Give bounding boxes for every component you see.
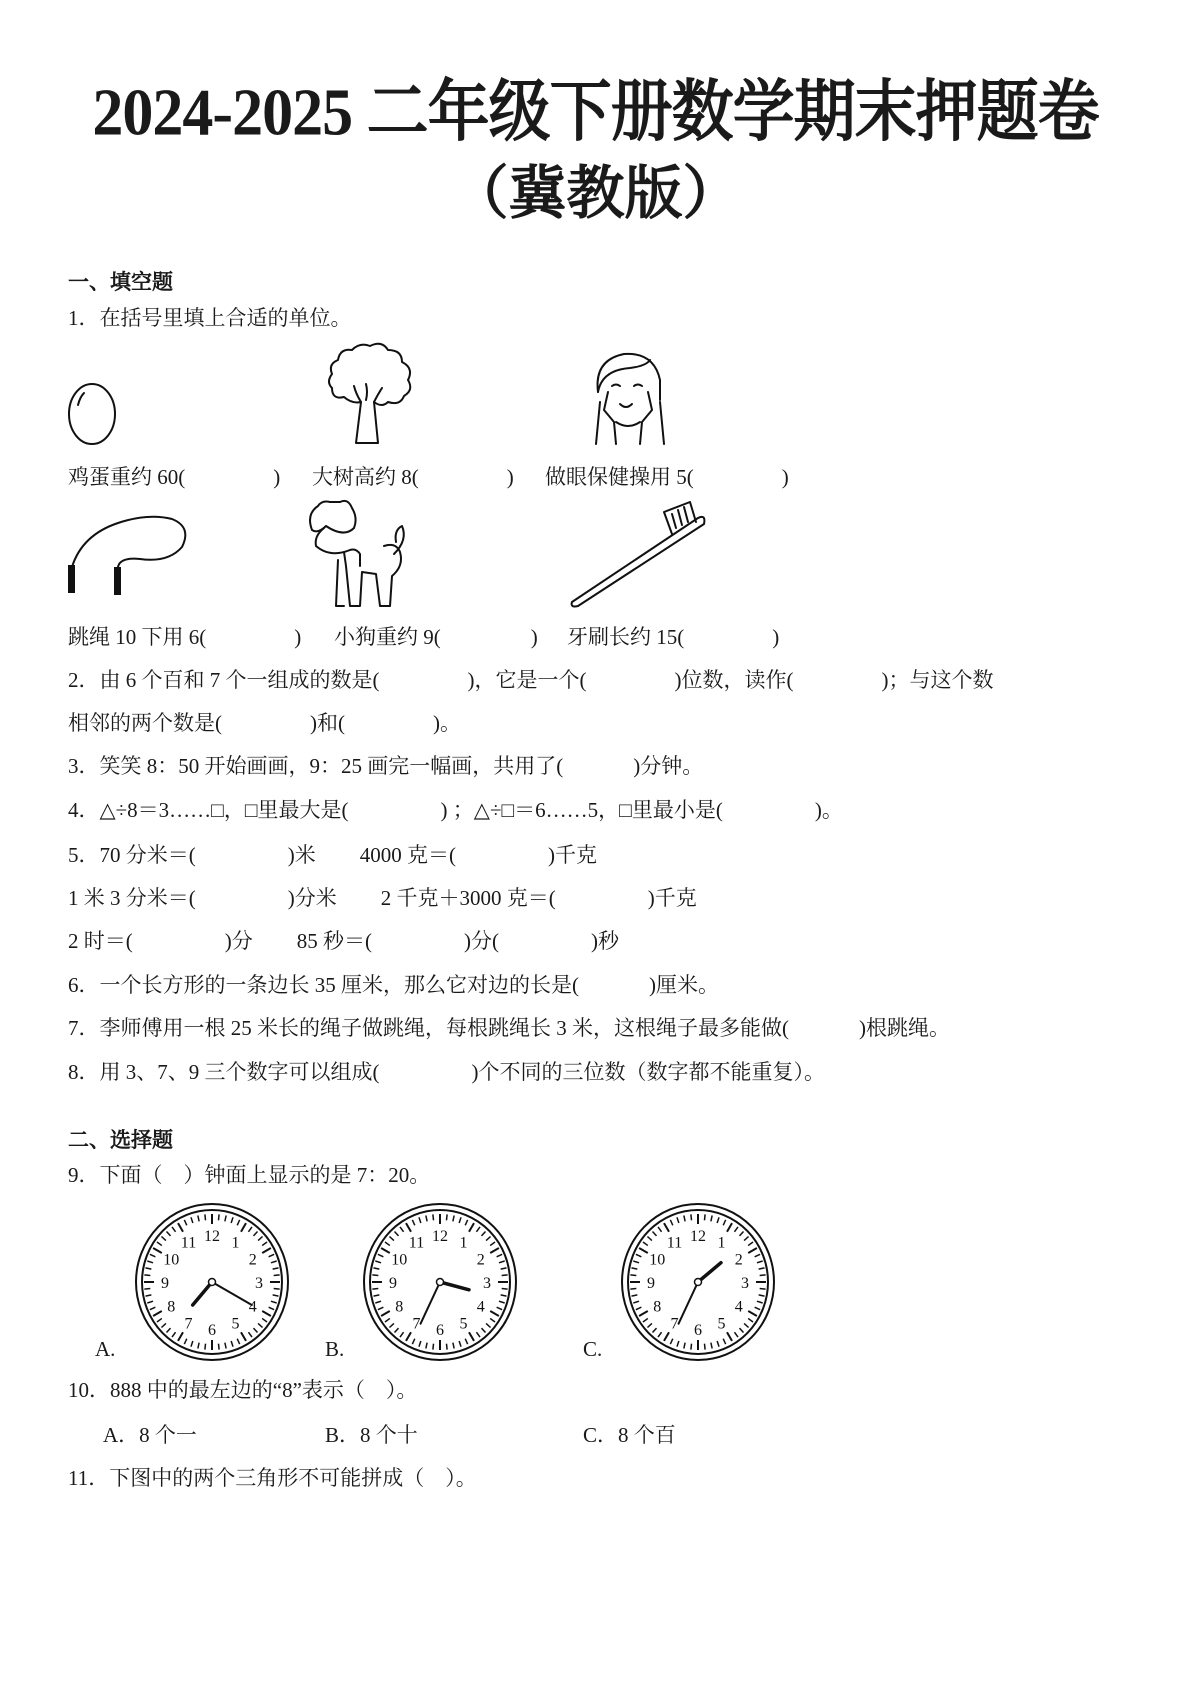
q8-text: )个不同的三位数（数字都不能重复）。 — [471, 1060, 825, 1084]
puppy-icon — [304, 496, 420, 612]
q1-toothbrush-text: 牙刷长约 15( — [567, 625, 685, 649]
clock-face-icon[interactable] — [132, 1202, 292, 1362]
q5-text: 4000 克＝( — [359, 843, 456, 867]
section-heading-fill-in: 一、填空题 — [68, 270, 173, 294]
svg-text:11: 11 — [666, 1234, 683, 1252]
svg-text:5: 5 — [717, 1315, 726, 1333]
q9-option-b-label[interactable]: B. — [325, 1337, 345, 1361]
q4-text: )。 — [814, 798, 843, 822]
q6-text: 6．一个长方形的一条边长 35 厘米，那么它对边的长是( — [68, 973, 579, 997]
q5-text: 2 千克＋3000 克＝( — [380, 886, 556, 910]
q10-option-a[interactable]: A．8 个一 — [103, 1423, 197, 1447]
svg-text:11: 11 — [180, 1234, 197, 1252]
q4-text: ) ；△÷□＝6……5，□里最小是( — [440, 798, 723, 822]
svg-text:3: 3 — [255, 1275, 263, 1292]
close-paren: ) — [530, 625, 538, 649]
svg-text:12: 12 — [204, 1228, 220, 1245]
svg-text:1: 1 — [717, 1234, 726, 1252]
page-title: 2024-2025 二年级下册数学期末押题卷 — [92, 76, 1099, 150]
minute-hand — [679, 1282, 698, 1324]
svg-text:2: 2 — [476, 1251, 485, 1269]
svg-text:3: 3 — [483, 1275, 491, 1292]
q1-item-jump-rope — [68, 623, 301, 651]
q3-text: )分钟。 — [633, 754, 704, 778]
question-8 — [68, 1058, 825, 1086]
tree-icon — [326, 342, 414, 445]
question-4 — [68, 796, 843, 824]
svg-text:2: 2 — [734, 1251, 743, 1269]
clock-face-icon[interactable] — [360, 1202, 520, 1362]
svg-text:4: 4 — [734, 1298, 743, 1316]
minute-hand — [421, 1282, 440, 1324]
svg-text:5: 5 — [231, 1315, 240, 1333]
q3-text: 3．笑笑 8：50 开始画画，9：25 画完一幅画，共用了( — [68, 754, 564, 778]
close-paren: ) — [294, 625, 302, 649]
q5-text: )米 — [287, 843, 316, 867]
question-11-stem: 11．下图中的两个三角形不可能拼成（ ）。 — [68, 1466, 477, 1490]
q9-option-c-label[interactable]: C. — [583, 1337, 603, 1361]
q1-eye-text: 做眼保健操用 5( — [545, 465, 694, 489]
q1-item-puppy — [334, 623, 538, 651]
question-5-row-2 — [68, 884, 697, 912]
close-paren: ) — [772, 625, 780, 649]
minute-hand — [212, 1282, 252, 1305]
hour-hand — [440, 1282, 469, 1290]
question-9-stem: 9．下面（ ）钟面上显示的是 7：20。 — [68, 1163, 431, 1187]
svg-text:10: 10 — [649, 1251, 666, 1269]
svg-text:4: 4 — [248, 1298, 257, 1316]
q5-text: )千克 — [647, 886, 697, 910]
q7-text: )根跳绳。 — [859, 1016, 950, 1040]
q5-text: 5．70 分米＝( — [68, 843, 196, 867]
q2-text: )，它是一个( — [467, 668, 587, 692]
svg-text:8: 8 — [395, 1298, 404, 1316]
svg-text:10: 10 — [163, 1251, 180, 1269]
svg-text:12: 12 — [432, 1228, 448, 1245]
svg-text:8: 8 — [167, 1298, 176, 1316]
q2-text: )。 — [433, 711, 461, 735]
q10-option-c[interactable]: C．8 个百 — [583, 1423, 676, 1447]
svg-text:12: 12 — [690, 1228, 706, 1245]
svg-text:1: 1 — [231, 1234, 240, 1252]
question-5-row-3 — [68, 927, 619, 955]
svg-text:7: 7 — [412, 1315, 421, 1333]
jump-rope-icon — [68, 515, 190, 597]
q2-text: )；与这个数 — [881, 668, 994, 692]
q1-item-tree — [312, 463, 514, 491]
q2-text: )和( — [310, 711, 345, 735]
svg-text:6: 6 — [436, 1322, 444, 1339]
svg-text:8: 8 — [653, 1298, 662, 1316]
q9-option-a-label[interactable]: A. — [95, 1337, 116, 1361]
svg-text:6: 6 — [694, 1322, 702, 1339]
q1-item-egg — [68, 463, 280, 491]
q1-item-toothbrush — [567, 623, 779, 651]
q5-text: 85 秒＝( — [296, 929, 372, 953]
q7-text: 7．李师傅用一根 25 米长的绳子做跳绳，每根跳绳长 3 米，这根绳子最多能做( — [68, 1016, 789, 1040]
q4-text: 4．△÷8＝3……□，□里最大是( — [68, 798, 349, 822]
question-10-stem: 10．888 中的最左边的“8”表示（ ）。 — [68, 1378, 418, 1402]
q5-text: 1 米 3 分米＝( — [68, 886, 196, 910]
svg-text:2: 2 — [248, 1251, 257, 1269]
svg-text:7: 7 — [670, 1315, 679, 1333]
question-2-line-1 — [68, 666, 994, 694]
hour-hand — [698, 1263, 721, 1282]
q8-text: 8．用 3、7、9 三个数字可以组成( — [68, 1060, 380, 1084]
svg-text:4: 4 — [476, 1298, 485, 1316]
q1-jump-rope-text: 跳绳 10 下用 6( — [68, 625, 207, 649]
close-paren: ) — [273, 465, 281, 489]
q1-item-eye-exercise — [545, 463, 789, 491]
q5-text: )千克 — [548, 843, 597, 867]
question-2-line-2 — [68, 709, 461, 737]
question-3 — [68, 752, 703, 780]
section-heading-multiple-choice: 二、选择题 — [68, 1128, 173, 1152]
svg-text:10: 10 — [391, 1251, 408, 1269]
eye-exercise-child-icon — [590, 350, 670, 445]
page-subtitle: （冀教版） — [450, 161, 741, 226]
q1-tree-text: 大树高约 8( — [312, 465, 419, 489]
svg-text:6: 6 — [208, 1322, 216, 1339]
q5-text: )分 — [224, 929, 253, 953]
q2-text: 2．由 6 个百和 7 个一组成的数是( — [68, 668, 380, 692]
q1-puppy-text: 小狗重约 9( — [334, 625, 441, 649]
question-6 — [68, 971, 719, 999]
close-paren: ) — [781, 465, 789, 489]
svg-text:9: 9 — [389, 1275, 397, 1292]
toothbrush-icon — [568, 500, 710, 608]
q1-egg-text: 鸡蛋重约 60( — [68, 465, 186, 489]
q2-text: 相邻的两个数是( — [68, 711, 222, 735]
svg-text:11: 11 — [408, 1234, 425, 1252]
svg-text:1: 1 — [459, 1234, 468, 1252]
q2-text: )位数，读作( — [674, 668, 794, 692]
question-1-stem: 1．在括号里填上合适的单位。 — [68, 306, 352, 330]
svg-text:9: 9 — [161, 1275, 169, 1292]
svg-text:9: 9 — [647, 1275, 655, 1292]
egg-icon — [68, 383, 118, 445]
question-5-row-1 — [68, 841, 597, 869]
q5-text: )秒 — [591, 929, 619, 953]
q6-text: )厘米。 — [649, 973, 719, 997]
q5-text: )分( — [464, 929, 499, 953]
clock-face-icon[interactable] — [618, 1202, 778, 1362]
svg-text:7: 7 — [184, 1315, 193, 1333]
svg-text:5: 5 — [459, 1315, 468, 1333]
question-7 — [68, 1014, 950, 1042]
svg-text:3: 3 — [741, 1275, 749, 1292]
q5-text: )分米 — [287, 886, 337, 910]
hour-hand — [193, 1282, 212, 1305]
q10-option-b[interactable]: B．8 个十 — [325, 1423, 418, 1447]
close-paren: ) — [506, 465, 514, 489]
q5-text: 2 时＝( — [68, 929, 133, 953]
